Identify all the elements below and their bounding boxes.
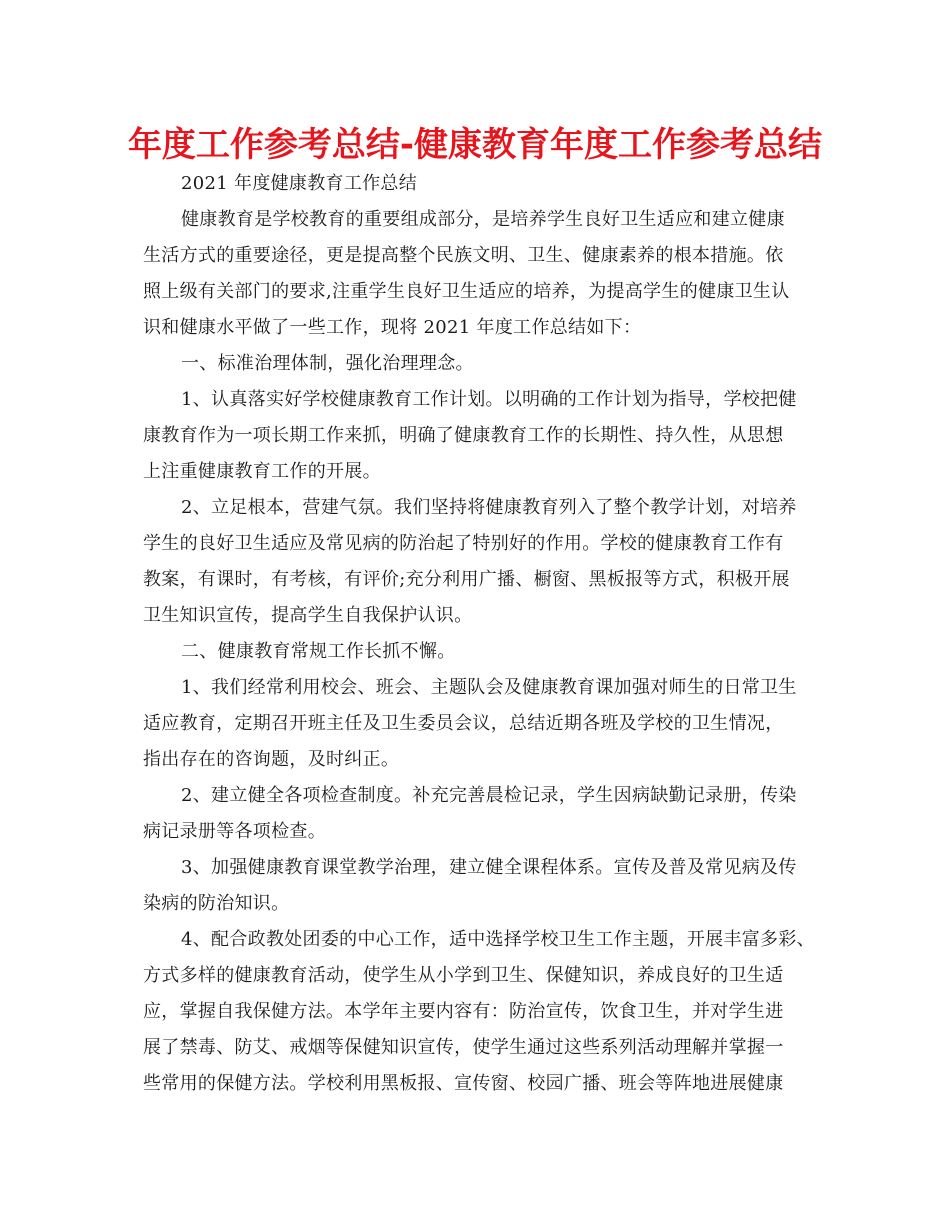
text-line: 生活方式的重要途径，更是提高整个民族文明、卫生、健康素养的根本措施。依 bbox=[143, 245, 784, 266]
text-line: 学生的良好卫生适应及常见病的防治起了特别好的作用。学校的健康教育工作有 bbox=[143, 533, 784, 554]
text-line: 教案，有课时，有考核，有评价;充分利用广播、橱窗、黑板报等方式，积极开展 bbox=[143, 569, 790, 590]
text-line: 3、加强健康教育课堂教学治理，建立健全课程体系。宣传及普及常见病及传 bbox=[181, 857, 797, 878]
text-line: 染病的防治知识。 bbox=[143, 893, 290, 914]
document-body bbox=[143, 166, 823, 1102]
document-title: 年度工作参考总结-健康教育年度工作参考总结 bbox=[127, 125, 823, 165]
text-line: 健康教育是学校教育的重要组成部分，是培养学生良好卫生适应和建立健康 bbox=[181, 209, 785, 230]
text-line: 康教育作为一项长期工作来抓，明确了健康教育工作的长期性、持久性，从思想 bbox=[143, 425, 784, 446]
text-line: 一、标准治理体制，强化治理理念。 bbox=[181, 353, 474, 374]
text-line: 方式多样的健康教育活动，使学生从小学到卫生、保健知识，养成良好的卫生适 bbox=[143, 965, 784, 986]
text-line: 2、立足根本，营建气氛。我们坚持将健康教育列入了整个教学计划，对培养 bbox=[181, 497, 797, 518]
text-line: 照上级有关部门的要求,注重学生良好卫生适应的培养，为提高学生的健康卫生认 bbox=[143, 281, 790, 302]
text-line: 2021 年度健康教育工作总结 bbox=[181, 173, 418, 194]
text-line: 应，掌握自我保健方法。本学年主要内容有：防治宣传，饮食卫生，并对学生进 bbox=[143, 1001, 784, 1022]
text-line: 识和健康水平做了一些工作，现将 2021 年度工作总结如下： bbox=[143, 317, 642, 338]
text-line: 4、配合政教处团委的中心工作，适中选择学校卫生工作主题，开展丰富多彩、 bbox=[181, 929, 815, 950]
text-line: 2、建立健全各项检查制度。补充完善晨检记录，学生因病缺勤记录册，传染 bbox=[181, 785, 797, 806]
text-line: 些常用的保健方法。学校利用黑板报、宣传窗、校园广播、班会等阵地进展健康 bbox=[143, 1073, 784, 1094]
text-line: 卫生知识宣传，提高学生自我保护认识。 bbox=[143, 605, 473, 626]
text-line: 上注重健康教育工作的开展。 bbox=[143, 461, 381, 482]
text-line: 适应教育，定期召开班主任及卫生委员会议，总结近期各班及学校的卫生情况， bbox=[143, 713, 784, 734]
text-line: 1、我们经常利用校会、班会、主题队会及健康教育课加强对师生的日常卫生 bbox=[181, 677, 797, 698]
text-line: 展了禁毒、防艾、戒烟等保健知识宣传，使学生通过这些系列活动理解并掌握一 bbox=[143, 1037, 784, 1058]
text-line: 1、认真落实好学校健康教育工作计划。以明确的工作计划为指导，学校把健 bbox=[181, 389, 797, 410]
text-line: 病记录册等各项检查。 bbox=[143, 821, 326, 842]
text-line: 二、健康教育常规工作长抓不懈。 bbox=[181, 641, 456, 662]
text-line: 指出存在的咨询题，及时纠正。 bbox=[143, 749, 400, 770]
